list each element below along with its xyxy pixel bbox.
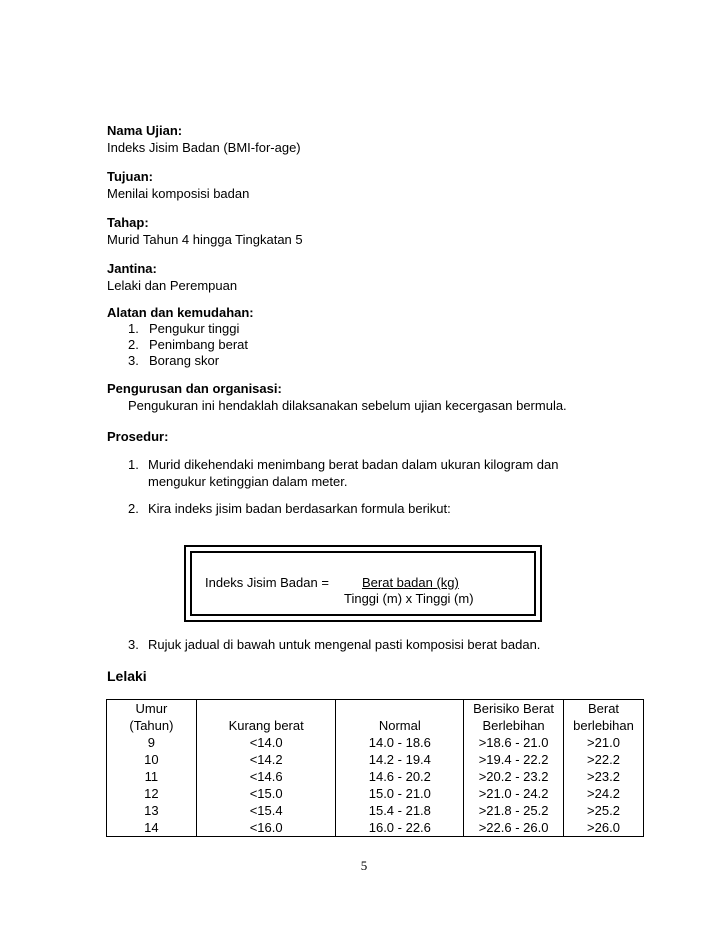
equipment-section (107, 304, 254, 369)
table-row (107, 768, 644, 785)
table-cell: <15.0 (196, 785, 336, 802)
table-cell: 14 (107, 819, 197, 837)
header-cell: (Tahun) (107, 717, 197, 734)
test-name-value: Indeks Jisim Badan (BMI-for-age) (107, 140, 301, 155)
list-number: 2. (128, 337, 139, 352)
table-cell: 16.0 - 22.6 (336, 819, 464, 837)
formula-box (184, 545, 542, 622)
table-row (107, 819, 644, 837)
test-name-section (107, 122, 301, 156)
table-cell: 14.0 - 18.6 (336, 734, 464, 751)
table-cell: >21.8 - 25.2 (464, 802, 564, 819)
table-cell: >24.2 (564, 785, 644, 802)
table-cell: 14.6 - 20.2 (336, 768, 464, 785)
table-cell: >21.0 (564, 734, 644, 751)
table-cell: 12 (107, 785, 197, 802)
header-cell: Normal (336, 717, 464, 734)
step-number: 3. (128, 637, 139, 652)
table-cell: <15.4 (196, 802, 336, 819)
management-value: Pengukuran ini hendaklah dilaksanakan sebelum ujian kecergasan bermula. (128, 398, 567, 413)
table-header-row (107, 700, 644, 718)
gender-label: Jantina: (107, 261, 157, 276)
procedure-step-3 (128, 636, 622, 653)
procedure-step-1 (128, 456, 622, 490)
step-number: 1. (128, 457, 139, 472)
bmi-table (106, 699, 644, 837)
list-text: Penimbang berat (149, 337, 249, 352)
equipment-label: Alatan dan kemudahan: (107, 305, 254, 320)
table-cell: 15.4 - 21.8 (336, 802, 464, 819)
header-cell (336, 700, 464, 718)
table-title: Lelaki (107, 668, 147, 684)
table-header-row (107, 717, 644, 734)
table-cell: <14.0 (196, 734, 336, 751)
step-number: 2. (128, 501, 139, 516)
step-text: Murid dikehendaki menimbang berat badan dalam ukuran kilogram dan (148, 457, 559, 472)
formula-denominator: Tinggi (m) x Tinggi (m) (344, 591, 474, 606)
table-row (107, 734, 644, 751)
header-cell: Kurang berat (196, 717, 336, 734)
table-cell: >22.6 - 26.0 (464, 819, 564, 837)
header-cell: Berat (564, 700, 644, 718)
table-cell: 13 (107, 802, 197, 819)
procedure-step-2 (128, 500, 622, 517)
table-row (107, 751, 644, 768)
list-number: 1. (128, 321, 139, 336)
list-text: Borang skor (149, 353, 220, 368)
list-item (107, 337, 254, 353)
table-cell: <14.6 (196, 768, 336, 785)
formula-lhs: Indeks Jisim Badan = (205, 575, 329, 590)
table-cell: 14.2 - 19.4 (336, 751, 464, 768)
table-row (107, 802, 644, 819)
table-cell: >22.2 (564, 751, 644, 768)
list-text: Pengukur tinggi (149, 321, 240, 336)
header-cell: berlebihan (564, 717, 644, 734)
gender-value: Lelaki dan Perempuan (107, 278, 238, 293)
header-cell: Berisiko Berat (464, 700, 564, 718)
formula-numerator: Berat badan (kg) (362, 575, 459, 590)
table-cell: >18.6 - 21.0 (464, 734, 564, 751)
management-section (107, 380, 567, 414)
table-cell: >20.2 - 23.2 (464, 768, 564, 785)
purpose-label: Tujuan: (107, 169, 153, 184)
list-number: 3. (128, 353, 139, 368)
table-cell: >19.4 - 22.2 (464, 751, 564, 768)
header-cell (196, 700, 336, 718)
page-number: 5 (360, 858, 368, 873)
list-item (107, 321, 254, 337)
header-cell: Berlebihan (464, 717, 564, 734)
table-cell: <16.0 (196, 819, 336, 837)
purpose-section (107, 168, 249, 202)
gender-section (107, 260, 237, 294)
table-cell: 9 (107, 734, 197, 751)
level-value: Murid Tahun 4 hingga Tingkatan 5 (107, 232, 303, 247)
table-cell: 15.0 - 21.0 (336, 785, 464, 802)
management-label: Pengurusan dan organisasi: (107, 381, 282, 396)
table-cell: >23.2 (564, 768, 644, 785)
step-text-continued: mengukur ketinggian dalam meter. (148, 474, 348, 489)
formula-inner-border (190, 551, 536, 616)
table-cell: >25.2 (564, 802, 644, 819)
equipment-list (107, 321, 254, 369)
step-text: Kira indeks jisim badan berdasarkan formula berikut: (148, 501, 451, 516)
purpose-value: Menilai komposisi badan (107, 186, 250, 201)
table-row (107, 785, 644, 802)
procedure-label: Prosedur: (107, 429, 169, 444)
step-text: Rujuk jadual di bawah untuk mengenal pasti komposisi berat badan. (148, 637, 541, 652)
test-name-label: Nama Ujian: (107, 123, 183, 138)
table-cell: >21.0 - 24.2 (464, 785, 564, 802)
level-section (107, 214, 303, 248)
table-cell: 11 (107, 768, 197, 785)
header-cell: Umur (107, 700, 197, 718)
table-cell: <14.2 (196, 751, 336, 768)
list-item (107, 353, 254, 369)
table-cell: 10 (107, 751, 197, 768)
table-cell: >26.0 (564, 819, 644, 837)
level-label: Tahap: (107, 215, 149, 230)
